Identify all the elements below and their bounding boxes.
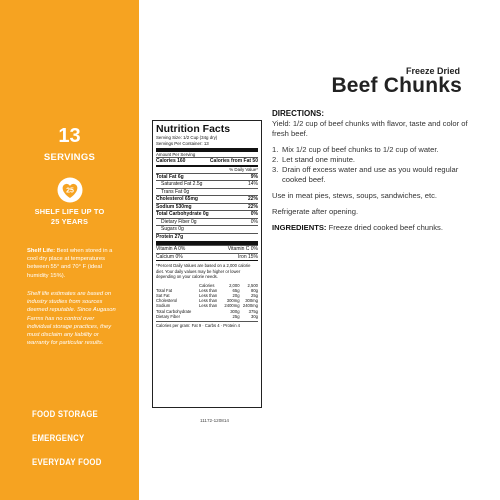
vitamin-a: Vitamin A 0% bbox=[156, 246, 186, 253]
calories-from-fat: Calories from Fat 50 bbox=[209, 158, 258, 165]
vitamin-c: Vitamin C 0% bbox=[227, 246, 258, 253]
nutrition-facts-panel bbox=[152, 120, 262, 408]
servings-per-container: Servings Per Container: 13 bbox=[156, 140, 209, 146]
servings-number: 13 bbox=[58, 125, 81, 147]
ingredients bbox=[272, 223, 474, 233]
serving-size: Serving Size: 1/2 Cup (34g dry) bbox=[156, 135, 218, 140]
list-item: 3. Drain off excess water and use as you would regular cooked beef. bbox=[272, 165, 459, 184]
minerals-row bbox=[156, 253, 258, 261]
nutrient-row: Cholesterol 65mg 22% bbox=[156, 196, 258, 203]
directions-refrigerate: Refrigerate after opening. bbox=[272, 207, 359, 216]
directions-yield: Yield: 1/2 cup of beef chunks with flavor, taste and color of fresh beef. bbox=[272, 119, 468, 138]
daily-value-footnote: *Percent Daily Values are based on a 2,000 calorie diet. Your daily values may be higher or lower depending on your calorie needs. bbox=[156, 263, 251, 280]
shelf-life-heading bbox=[0, 207, 139, 227]
ingredients-label: INGREDIENTS: bbox=[272, 223, 327, 232]
nutrient-row: Sodium 530mg 22% bbox=[156, 203, 258, 210]
directions-section bbox=[272, 109, 474, 239]
product-name: Beef Chunks bbox=[331, 74, 462, 97]
table-header-row: Calories 2,000 2,500 bbox=[199, 282, 258, 288]
list-item: 1. Mix 1/2 cup of beef chunks to 1/2 cup of water. bbox=[272, 145, 439, 154]
heart-number: 25 bbox=[66, 187, 74, 195]
shelf-life-line2: 25 YEARS bbox=[50, 217, 89, 226]
tag-emergency: EMERGENCY bbox=[32, 433, 85, 444]
shelf-note-label: Shelf Life: bbox=[27, 248, 56, 254]
shelf-note bbox=[27, 247, 119, 280]
shelf-estimate: Shelf life estimates are based on industry studies from sources deemed reputable. Since Augason Farms has no control over individual storage practices, they must disclaim any liability or warranty for particular results. bbox=[27, 291, 116, 347]
nutrient-row: Total Carbohydrate 0g 0% bbox=[156, 211, 258, 218]
nutrient-row: Saturated Fat 2.5g 14% bbox=[156, 180, 258, 188]
tag-list bbox=[32, 403, 117, 475]
daily-value-table bbox=[156, 283, 258, 319]
daily-value-header: % Daily Value* bbox=[229, 166, 258, 172]
nutrient-rows bbox=[156, 173, 258, 241]
shelf-note-text: Best when stored in a cool dry place at temperatures between 55° and 70° F (ideal humidity 15%). bbox=[27, 248, 113, 279]
table-row: Dietary Fiber 25g 30g bbox=[156, 313, 258, 319]
vitamins-row bbox=[156, 245, 258, 253]
servings-label: SERVINGS bbox=[43, 152, 96, 163]
calories: Calories 160 bbox=[156, 158, 186, 165]
ingredients-text: Freeze dried cooked beef chunks. bbox=[328, 223, 443, 232]
directions-heading: DIRECTIONS: bbox=[272, 109, 324, 118]
product-subtitle: Freeze Dried bbox=[405, 66, 460, 76]
nutrient-row: Total Fat 6g 9% bbox=[156, 173, 258, 180]
directions-use: Use in meat pies, stews, soups, sandwiches, etc. bbox=[272, 191, 438, 200]
shelf-life-line1: SHELF LIFE UP TO bbox=[34, 207, 105, 216]
calories-row bbox=[156, 157, 258, 165]
calcium: Calcium 0% bbox=[156, 253, 183, 260]
amount-per-serving: Amount Per Serving bbox=[156, 151, 196, 157]
table-row: Total Fat Less than 65g 80g bbox=[156, 287, 258, 293]
heart-icon bbox=[57, 177, 83, 203]
table-row: Total Carbohydrate 300g 375g bbox=[156, 308, 258, 314]
tag-food-storage: FOOD STORAGE bbox=[32, 409, 99, 420]
list-item: 2. Let stand one minute. bbox=[272, 155, 356, 164]
directions-steps bbox=[272, 145, 474, 185]
nutrient-row: Trans Fat 0g bbox=[156, 188, 258, 196]
product-code: 11172-120814 bbox=[200, 418, 229, 423]
table-row: Sodium Less than 2400mg 2400mg bbox=[156, 303, 258, 309]
iron: Iron 15% bbox=[237, 253, 258, 260]
sidebar bbox=[0, 0, 139, 500]
nutrition-title: Nutrition Facts bbox=[156, 123, 231, 135]
nutrient-row: Sugars 0g bbox=[156, 225, 258, 233]
table-row: Sat Fat Less than 20g 25g bbox=[156, 293, 258, 299]
tag-everyday-food: EVERYDAY FOOD bbox=[32, 457, 102, 468]
table-row: Cholesterol Less than 300mg 300mg bbox=[156, 298, 258, 304]
nutrient-row: Dietary Fiber 0g 0% bbox=[156, 218, 258, 226]
calories-per-gram: Calories per gram: Fat 9 · Carbs 4 · Protein 4 bbox=[156, 321, 258, 328]
nutrient-row: Protein 27g bbox=[156, 233, 258, 241]
